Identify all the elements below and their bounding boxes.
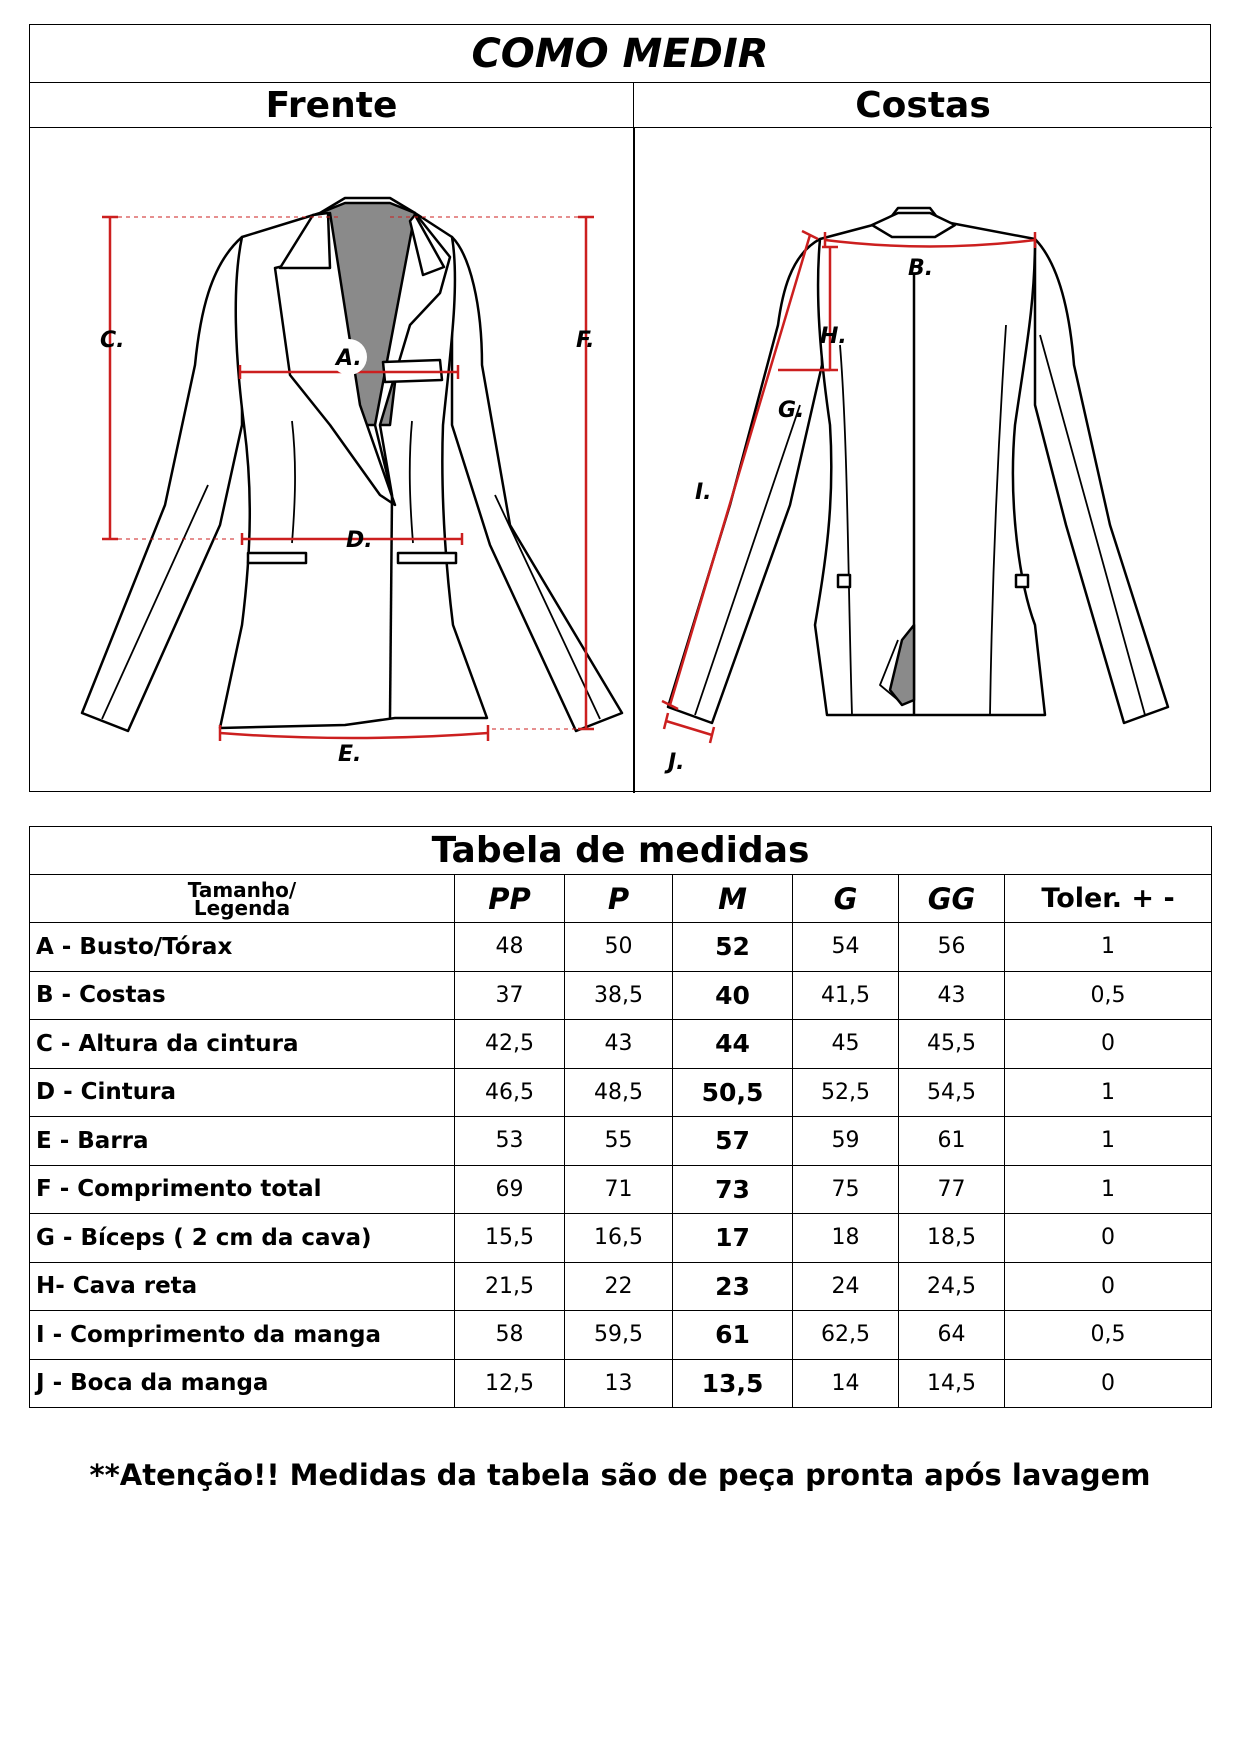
cell-pp: 12,5 <box>455 1359 565 1408</box>
legend-header-line-2: Legenda <box>193 895 291 920</box>
back-jacket-drawing <box>668 208 1168 723</box>
table-row <box>30 1214 1212 1263</box>
cell-g: 62,5 <box>793 1311 899 1360</box>
cell-tolerance: 0,5 <box>1005 1311 1212 1360</box>
cell-gg: 24,5 <box>899 1262 1005 1311</box>
cell-tolerance: 1 <box>1005 1068 1212 1117</box>
size-header-m: M <box>673 875 793 923</box>
cell-gg: 45,5 <box>899 1020 1005 1069</box>
cell-tolerance: 0 <box>1005 1359 1212 1408</box>
cell-m: 13,5 <box>673 1359 793 1408</box>
table-row <box>30 1117 1212 1166</box>
cell-pp: 53 <box>455 1117 565 1166</box>
table-row <box>30 1359 1212 1408</box>
cell-g: 54 <box>793 923 899 972</box>
cell-g: 41,5 <box>793 971 899 1020</box>
cell-p: 59,5 <box>565 1311 673 1360</box>
cell-p: 48,5 <box>565 1068 673 1117</box>
size-header-p: P <box>565 875 673 923</box>
cell-pp: 69 <box>455 1165 565 1214</box>
cell-g: 59 <box>793 1117 899 1166</box>
cell-p: 38,5 <box>565 971 673 1020</box>
cell-m: 44 <box>673 1020 793 1069</box>
cell-p: 71 <box>565 1165 673 1214</box>
label-a: A. <box>336 346 362 371</box>
row-label: B - Costas <box>30 971 455 1020</box>
measure-line-j <box>666 721 712 735</box>
cell-gg: 18,5 <box>899 1214 1005 1263</box>
size-header-gg: GG <box>899 875 1005 923</box>
cell-g: 14 <box>793 1359 899 1408</box>
table-header-row <box>30 875 1212 923</box>
cell-tolerance: 0 <box>1005 1214 1212 1263</box>
table-row <box>30 1262 1212 1311</box>
guide-title: COMO MEDIR <box>30 25 1210 83</box>
front-right-cuff-line <box>495 495 600 719</box>
washing-note: **Atenção!! Medidas da tabela são de peça pronta após lavagem <box>89 1458 1151 1492</box>
cell-tolerance: 0 <box>1005 1020 1212 1069</box>
table-row <box>30 1020 1212 1069</box>
cell-gg: 77 <box>899 1165 1005 1214</box>
cell-tolerance: 0,5 <box>1005 971 1212 1020</box>
cell-p: 50 <box>565 923 673 972</box>
size-header-g: G <box>793 875 899 923</box>
cell-p: 22 <box>565 1262 673 1311</box>
table-row <box>30 1165 1212 1214</box>
front-right-sleeve <box>452 237 622 731</box>
cell-pp: 15,5 <box>455 1214 565 1263</box>
front-left-sleeve <box>82 237 242 731</box>
cell-p: 16,5 <box>565 1214 673 1263</box>
cell-m: 52 <box>673 923 793 972</box>
row-label: C - Altura da cintura <box>30 1020 455 1069</box>
label-g: G. <box>778 398 805 423</box>
table-title: Tabela de medidas <box>30 827 1212 875</box>
back-left-tab <box>838 575 850 587</box>
cell-m: 61 <box>673 1311 793 1360</box>
back-label: Costas <box>634 83 1212 128</box>
jacket-diagram <box>30 25 1212 793</box>
cell-tolerance: 0 <box>1005 1262 1212 1311</box>
row-label: F - Comprimento total <box>30 1165 455 1214</box>
row-label: D - Cintura <box>30 1068 455 1117</box>
cell-m: 23 <box>673 1262 793 1311</box>
label-h: H. <box>820 324 847 349</box>
front-jacket-drawing <box>82 198 622 731</box>
how-to-measure-panel <box>29 24 1211 792</box>
legend-header <box>30 875 455 923</box>
cell-pp: 42,5 <box>455 1020 565 1069</box>
back-right-tab <box>1016 575 1028 587</box>
cell-gg: 61 <box>899 1117 1005 1166</box>
label-j: J. <box>668 750 685 775</box>
cell-g: 24 <box>793 1262 899 1311</box>
cell-p: 13 <box>565 1359 673 1408</box>
front-left-cuff-line <box>102 485 208 719</box>
cell-gg: 54,5 <box>899 1068 1005 1117</box>
row-label: E - Barra <box>30 1117 455 1166</box>
cell-pp: 46,5 <box>455 1068 565 1117</box>
table-row <box>30 971 1212 1020</box>
cell-g: 45 <box>793 1020 899 1069</box>
label-f: F. <box>576 328 595 353</box>
table-row <box>30 923 1212 972</box>
cell-gg: 14,5 <box>899 1359 1005 1408</box>
cell-tolerance: 1 <box>1005 923 1212 972</box>
size-table <box>29 826 1212 1408</box>
label-d: D. <box>346 528 373 553</box>
back-right-sleeve-seam <box>1040 335 1145 715</box>
cell-pp: 37 <box>455 971 565 1020</box>
cell-g: 18 <box>793 1214 899 1263</box>
back-left-sleeve <box>668 239 822 723</box>
cell-g: 75 <box>793 1165 899 1214</box>
label-b: B. <box>908 256 934 281</box>
cell-pp: 48 <box>455 923 565 972</box>
row-label: I - Comprimento da manga <box>30 1311 455 1360</box>
row-label: A - Busto/Tórax <box>30 923 455 972</box>
label-e: E. <box>338 742 362 767</box>
label-c: C. <box>100 328 125 353</box>
cell-tolerance: 1 <box>1005 1117 1212 1166</box>
cell-p: 55 <box>565 1117 673 1166</box>
measure-line-e <box>220 733 488 738</box>
cell-tolerance: 1 <box>1005 1165 1212 1214</box>
front-label: Frente <box>30 83 634 128</box>
cell-pp: 21,5 <box>455 1262 565 1311</box>
cell-m: 57 <box>673 1117 793 1166</box>
front-left-pocket <box>248 553 306 563</box>
table-row <box>30 1068 1212 1117</box>
row-label: H- Cava reta <box>30 1262 455 1311</box>
row-label: G - Bíceps ( 2 cm da cava) <box>30 1214 455 1263</box>
label-i: I. <box>695 480 712 505</box>
cell-gg: 64 <box>899 1311 1005 1360</box>
table-row <box>30 1311 1212 1360</box>
back-collar <box>872 213 955 237</box>
cell-m: 73 <box>673 1165 793 1214</box>
legend-header-line-1: Tamanho/ <box>187 877 297 902</box>
cell-m: 50,5 <box>673 1068 793 1117</box>
size-header-pp: PP <box>455 875 565 923</box>
cell-p: 43 <box>565 1020 673 1069</box>
tolerance-header: Toler. + - <box>1005 875 1212 923</box>
row-label: J - Boca da manga <box>30 1359 455 1408</box>
back-right-sleeve <box>1035 239 1168 723</box>
cell-m: 17 <box>673 1214 793 1263</box>
cell-gg: 56 <box>899 923 1005 972</box>
cell-g: 52,5 <box>793 1068 899 1117</box>
cell-gg: 43 <box>899 971 1005 1020</box>
cell-pp: 58 <box>455 1311 565 1360</box>
front-right-pocket <box>398 553 456 563</box>
cell-m: 40 <box>673 971 793 1020</box>
